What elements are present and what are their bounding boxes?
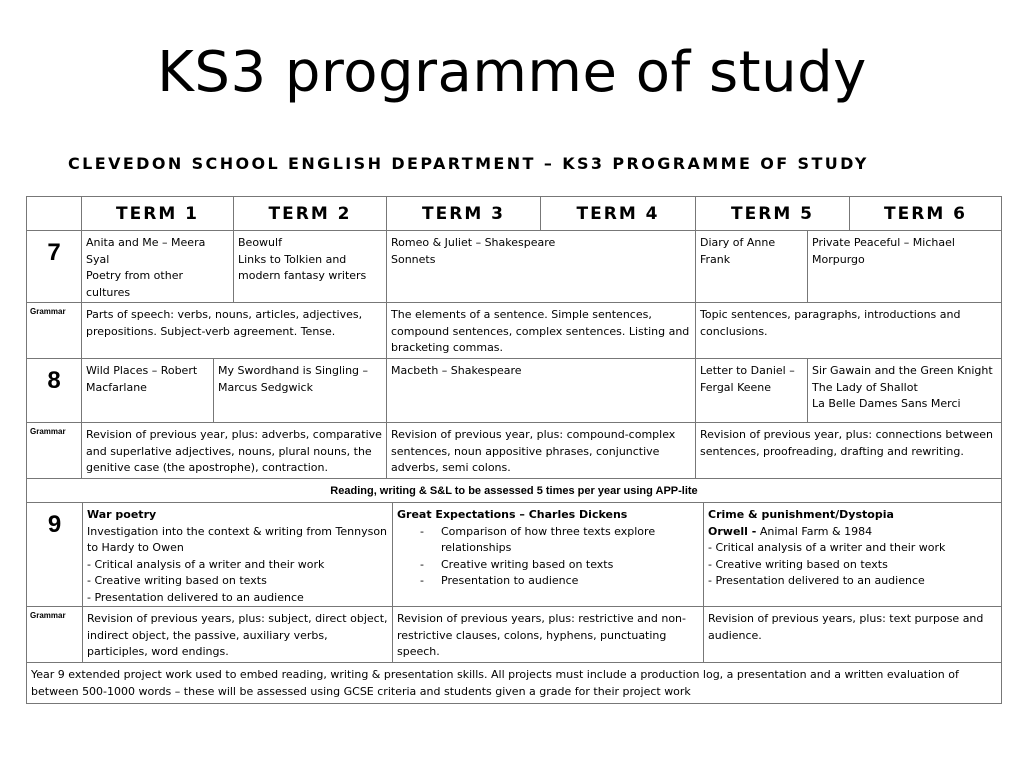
y9-text	[708, 524, 997, 541]
list-item: - Creative writing based on texts	[441, 557, 699, 574]
y8-text: My Swordhand is Singling –	[218, 364, 369, 377]
y7-text: Sonnets	[391, 252, 436, 266]
y9-grammar-1	[82, 606, 393, 663]
year-7-label: 7	[26, 230, 82, 303]
y7-term-1-cell	[81, 230, 234, 303]
y8-grammar-3	[695, 422, 1002, 479]
y8-text: La Belle Dames Sans Merci	[812, 397, 961, 410]
document-subtitle: CLEVEDON SCHOOL ENGLISH DEPARTMENT – KS3 PROGRAMME OF STUDY	[68, 154, 869, 173]
term-2-header: TERM 2	[233, 196, 387, 231]
term-4-header: TERM 4	[540, 196, 696, 231]
term-5-header: TERM 5	[695, 196, 850, 231]
y7-grammar-1	[81, 302, 387, 359]
page-title: KS3 programme of study	[157, 40, 867, 105]
y8-grammar-text: Revision of previous year, plus: connections between sentences, proofreading, drafting and rewriting.	[700, 428, 993, 458]
y7-text: Syal	[86, 252, 110, 266]
y8-grammar-1	[81, 422, 387, 479]
y7-grammar-label: Grammar	[26, 302, 82, 359]
y9-term-5-6-cell	[703, 502, 1002, 607]
y7-text: Diary of Anne	[700, 236, 776, 249]
assessment-note: Reading, writing & S&L to be assessed 5 times per year using APP-lite	[26, 478, 1002, 503]
y8-term-1-cell	[81, 358, 214, 423]
y7-text: Anita and Me – Meera	[86, 236, 206, 249]
y9-grammar-text: Revision of previous years, plus: text purpose and audience.	[708, 612, 984, 642]
y7-grammar-text: The elements of a sentence. Simple sentences, compound sentences, complex sentences. Listing and bracketing commas.	[391, 308, 690, 354]
y9-grammar-text: Revision of previous years, plus: subject, direct object, indirect object, the passive, auxiliary verbs, participles, word endings.	[87, 612, 388, 658]
y8-text: Macfarlane	[86, 380, 147, 394]
y9-grammar-3	[703, 606, 1002, 663]
term-3-header: TERM 3	[386, 196, 541, 231]
y9-text: - Creative writing based on texts	[708, 557, 888, 571]
y8-grammar-label: Grammar	[26, 422, 82, 479]
y7-text: Poetry from other cultures	[86, 269, 183, 299]
y9-unit-title: War poetry	[87, 508, 157, 521]
y7-text: Frank	[700, 252, 731, 266]
y7-term-3-4-cell	[386, 230, 696, 303]
y9-grammar-text: Revision of previous years, plus: restrictive and non-restrictive clauses, colons, hyphens, punctuating speech.	[397, 612, 686, 658]
term-1-header: TERM 1	[81, 196, 234, 231]
y9-text: Investigation into the context & writing from Tennyson	[87, 524, 388, 538]
y9-grammar-label: Grammar	[26, 606, 83, 663]
year-9-label: 9	[26, 502, 83, 607]
y9-text: - Creative writing based on texts	[87, 574, 267, 587]
y8-text: Sir Gawain and the Green Knight	[812, 364, 993, 377]
list-item: - Comparison of how three texts explore relationships	[441, 524, 699, 557]
y8-term-2-cell	[213, 358, 387, 423]
y9-term-1-2-cell	[82, 502, 393, 607]
y7-text: Links to Tolkien and	[238, 252, 347, 266]
y8-text: Letter to Daniel –	[700, 364, 795, 377]
y9-books: Animal Farm & 1984	[756, 524, 873, 538]
y9-text: - Critical analysis of a writer and their work	[708, 541, 946, 554]
y8-grammar-2	[386, 422, 696, 479]
y9-text: - Critical analysis of a writer and their work	[87, 557, 325, 571]
y8-text: Macbeth – Shakespeare	[391, 364, 522, 377]
y8-grammar-text: Revision of previous year, plus: compound-complex sentences, noun appositive phrases, conjunctive adverbs, semi colons.	[391, 428, 676, 474]
y9-unit-title: Crime & punishment/Dystopia	[708, 508, 894, 521]
y9-text: to Hardy to Owen	[87, 541, 184, 554]
y9-term-3-4-cell	[392, 502, 704, 607]
y7-text: Beowulf	[238, 236, 282, 249]
year-8-label: 8	[26, 358, 82, 423]
list-item: - Presentation to audience	[441, 573, 699, 590]
footer-note-text: Year 9 extended project work used to embed reading, writing & presentation skills. All projects must include a production log, a presentation and a written evaluation of between 500-1000 words – these will be assessed using GCSE criteria and students given a grade for their project work	[31, 668, 959, 698]
y8-grammar-text: Revision of previous year, plus: adverbs, comparative and superlative adjectives, nouns, plural nouns, the genitive case (the apostrophe), contraction.	[86, 428, 382, 474]
y8-text: Marcus Sedgwick	[218, 380, 313, 394]
y8-text: The Lady of Shallot	[812, 380, 918, 394]
y7-grammar-3	[695, 302, 1002, 359]
y7-text: Romeo & Juliet – Shakespeare	[391, 236, 556, 249]
corner-cell	[26, 196, 82, 231]
y7-term-2-cell	[233, 230, 387, 303]
y7-grammar-text: Parts of speech: verbs, nouns, articles, adjectives, prepositions. Subject-verb agreement. Tense.	[86, 308, 363, 338]
y9-text: - Presentation delivered to an audience	[708, 574, 925, 587]
footer-note	[26, 662, 1002, 704]
y9-text: - Presentation delivered to an audience	[87, 590, 304, 604]
y7-grammar-text: Topic sentences, paragraphs, introductions and conclusions.	[700, 308, 961, 338]
y9-unit-title: Great Expectations – Charles Dickens	[397, 508, 628, 521]
y7-text: modern fantasy writers	[238, 269, 367, 282]
y8-term-3-4-cell	[386, 358, 696, 423]
y7-text: Morpurgo	[812, 252, 865, 266]
y7-term-6-cell	[807, 230, 1002, 303]
y7-grammar-2	[386, 302, 696, 359]
y8-term-5-cell	[695, 358, 808, 423]
y9-author: Orwell -	[708, 524, 757, 538]
term-6-header: TERM 6	[849, 196, 1002, 231]
y7-term-5-cell	[695, 230, 808, 303]
y8-text: Fergal Keene	[700, 380, 772, 394]
y8-text: Wild Places – Robert	[86, 364, 198, 377]
y7-text: Private Peaceful – Michael	[812, 236, 955, 249]
y9-bullet-list	[397, 524, 699, 590]
y9-grammar-2	[392, 606, 704, 663]
y8-term-6-cell	[807, 358, 1002, 423]
